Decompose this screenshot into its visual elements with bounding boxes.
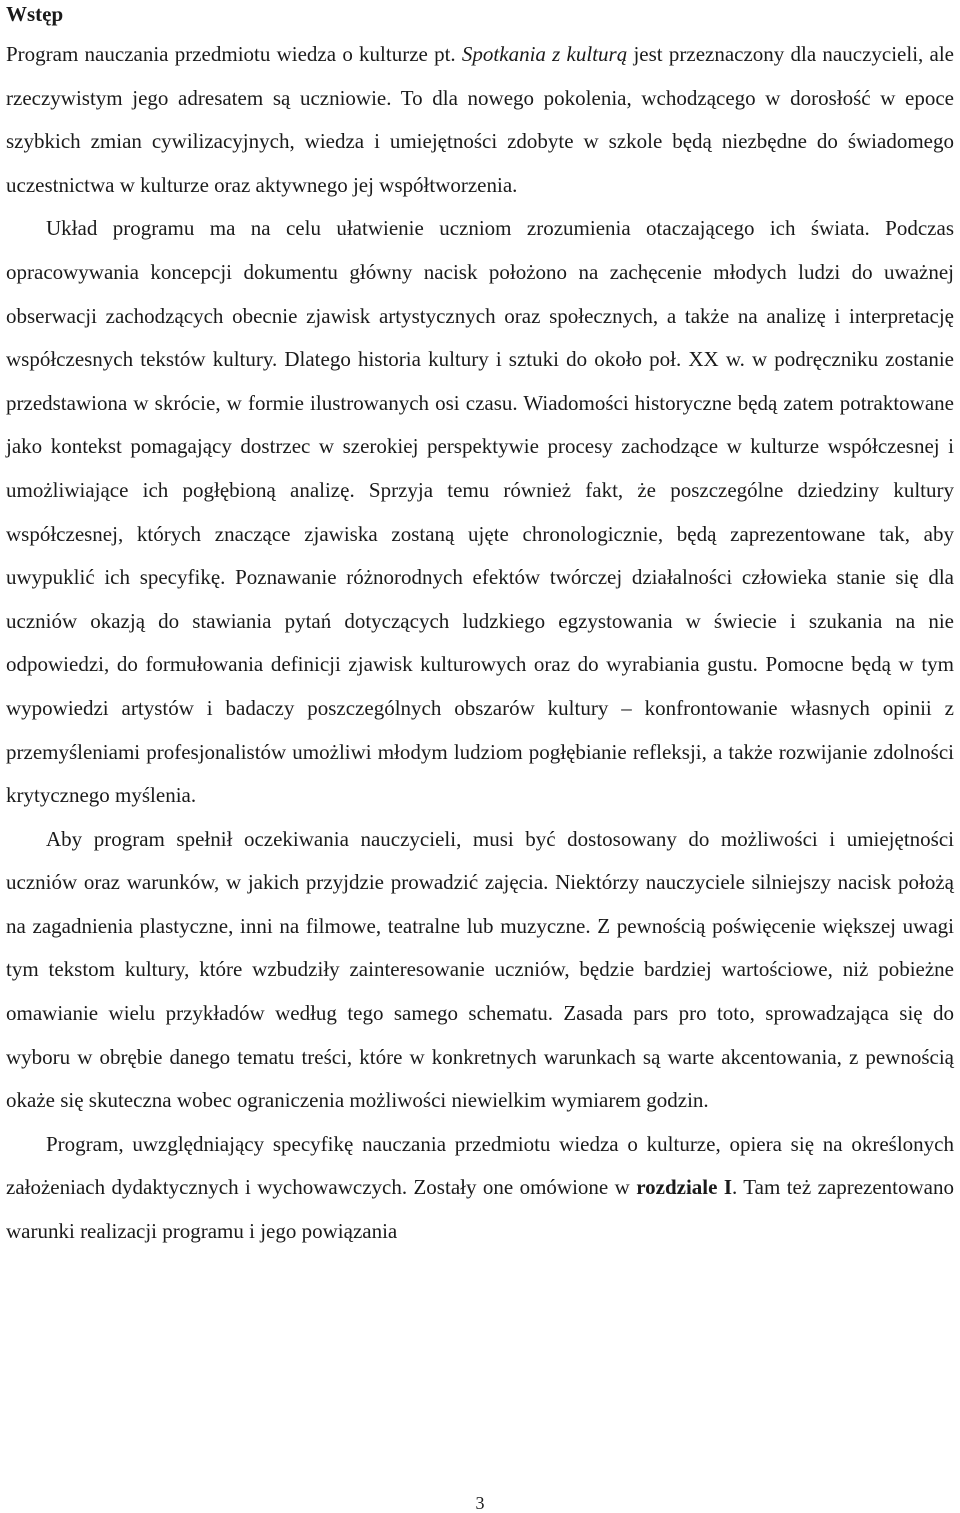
- paragraph-assumptions-text-start: Program, uwzględniający specyfikę nauczania przedmiotu wiedza o kulturze, opiera się na określonych założeniach dydaktycznych i wychowawczych. Zostały one omówione w: [6, 1131, 954, 1200]
- paragraph-intro-text-end: jest przeznaczony dla nauczycieli, ale rzeczywistym jego adresatem są uczniowie. To dla nowego pokolenia, wchodzącego w dorosłość w epoce szybkich zmian cywilizacyjnych, wiedza i umiejętności zdobyte w szkole będą niezbędne do świadomego uczestnictwa w kulturze oraz aktywnego jej współtworzenia.: [6, 42, 954, 197]
- chapter-reference-bold: rozdziale I: [636, 1175, 733, 1200]
- program-title-italic: Spotkania z kulturą: [461, 42, 628, 66]
- section-heading: Wstęp: [6, 2, 64, 26]
- paragraph-intro: [6, 33, 954, 207]
- paragraph-assumptions: [6, 1123, 954, 1254]
- paragraph-program-structure: Układ programu ma na celu ułatwienie uczniom zrozumienia otaczającego ich świata. Podczas opracowywania koncepcji dokumentu główny nacisk położono na zachęcenie młodych ludzi do uważnej obserwacji zachodzących obecnie zjawisk artystycznych oraz społecznych, a także na analizę i interpretację współczesnych tekstów kultury. Dlatego historia kultury i sztuki do około poł. XX w. w podręczniku zostanie przedstawiona w skrócie, w formie ilustrowanych osi czasu. Wiadomości historyczne będą zatem potraktowane jako kontekst pomagający dostrzec w szerokiej perspektywie procesy zachodzące w kulturze współczesnej i umożliwiające ich pogłębioną analizę. Sprzyja temu również fakt, że poszczególne dziedziny kultury współczesnej, których znaczące zjawiska zostaną ujęte chronologicznie, będą zaprezentowane tak, aby uwypuklić ich specyfikę. Poznawanie różnorodnych efektów twórczej działalności człowieka stanie się dla uczniów okazją do stawiania pytań dotyczących ludzkiego egzystowania w świecie i szukania na nie odpowiedzi, do formułowania definicji zjawisk kulturowych oraz do wyrabiania gustu. Pomocne będą w tym wypowiedzi artystów i badaczy poszczególnych obszarów kultury – konfrontowanie własnych opinii z przemyśleniami profesjonalistów umożliwi młodym ludziom pogłębianie refleksji, a także rozwijanie zdolności krytycznego myślenia.: [6, 216, 954, 808]
- document-page: [6, 0, 954, 1254]
- paragraph-intro-text-start: Program nauczania przedmiotu wiedza o kulturze pt.: [6, 42, 462, 66]
- paragraph-teacher-adaptation: Aby program spełnił oczekiwania nauczycieli, musi być dostosowany do możliwości i umiejętności uczniów oraz warunków, w jakich przyjdzie prowadzić zajęcia. Niektórzy nauczyciele silniejszy nacisk położą na zagadnienia plastyczne, inni na filmowe, teatralne lub muzyczne. Z pewnością poświęcenie większej uwagi tym tekstom kultury, które wzbudziły zainteresowanie uczniów, będzie bardziej wartościowe, niż pobieżne omawianie wielu przykładów według tego samego schematu. Zasada pars pro toto, sprowadzająca się do wyboru w obrębie danego tematu treści, które w konkretnych warunkach są warte akcentowania, z pewnością okaże się skuteczna wobec ograniczenia możliwości niewielkim wymiarem godzin.: [6, 826, 954, 1113]
- page-number: 3: [475, 1493, 485, 1513]
- paragraph-assumptions-text-end: . Tam też zaprezentowano warunki realizacji programu i jego powiązania: [6, 1175, 955, 1244]
